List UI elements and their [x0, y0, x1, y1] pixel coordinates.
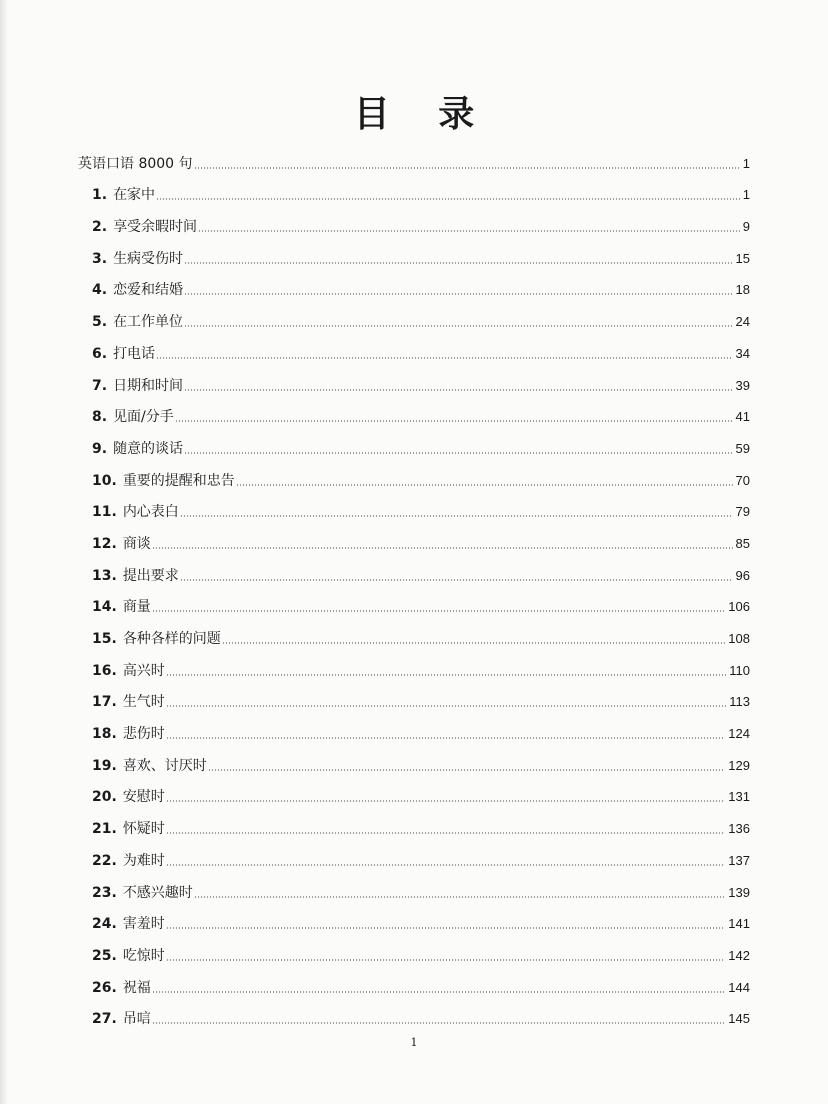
toc-entry-page: 9 [742, 219, 750, 235]
dot-leader [166, 926, 725, 930]
dot-leader [152, 609, 725, 613]
dot-leader [184, 324, 732, 328]
dot-leader [184, 292, 732, 296]
toc-entry-page: 34 [735, 345, 750, 361]
toc-entry-page: 79 [735, 504, 750, 520]
dot-leader [198, 229, 740, 233]
toc-entry-label: 喜欢、讨厌时 [122, 757, 207, 774]
toc-entry[interactable] [78, 908, 750, 940]
dot-leader [180, 514, 733, 518]
toc-entry-label: 害羞时 [122, 916, 165, 933]
toc-entry-page: 1 [742, 155, 750, 171]
toc-entry[interactable] [78, 812, 750, 844]
dot-leader [166, 704, 726, 708]
toc-entry[interactable] [78, 622, 750, 654]
dot-leader [184, 451, 732, 455]
dot-leader [194, 166, 740, 170]
toc-entry[interactable] [78, 337, 750, 369]
toc-entry-page: 129 [728, 757, 750, 773]
toc-entry-page: 139 [728, 884, 750, 900]
toc-entry-label: 重要的提醒和忠告 [122, 472, 235, 489]
page-title: 目 录 [353, 93, 493, 135]
toc-entry-number: 5. [92, 314, 108, 331]
toc-entry[interactable] [78, 939, 750, 971]
dot-leader [166, 958, 725, 962]
toc-entry[interactable] [78, 844, 750, 876]
toc-entry-label: 在家中 [113, 187, 156, 204]
toc-entry-number: 17. [92, 694, 117, 711]
toc-entry-number: 25. [92, 947, 117, 964]
dot-leader [236, 483, 733, 487]
toc-entry-page: 141 [728, 916, 750, 932]
toc-entry[interactable] [78, 971, 750, 1003]
toc-entry[interactable] [78, 527, 750, 559]
toc-entry-label: 为难时 [122, 852, 165, 869]
toc-entry[interactable] [78, 274, 750, 306]
toc-entry[interactable] [78, 717, 750, 749]
toc-entry[interactable] [78, 686, 750, 718]
toc-entry-label: 祝福 [122, 979, 151, 996]
toc-entry-number: 16. [92, 662, 117, 679]
toc-entry[interactable] [78, 401, 750, 433]
toc-entry-number: 20. [92, 789, 117, 806]
toc-entry-number: 15. [92, 631, 117, 647]
toc-entry-number: 11. [92, 504, 117, 521]
toc-entry-label: 安慰时 [122, 789, 165, 806]
dot-leader [166, 863, 725, 867]
toc-entry-label: 各种各样的问题 [122, 631, 221, 647]
toc-entry-label: 悲伤时 [122, 726, 165, 743]
toc-entry-number: 18. [92, 726, 117, 743]
toc-entry-page: 1 [742, 187, 750, 203]
toc-entry-number: 7. [92, 377, 108, 394]
toc-entry-number: 19. [92, 757, 117, 774]
dot-leader [152, 546, 733, 550]
dot-leader [166, 799, 725, 803]
toc-entry-page: 96 [735, 567, 750, 583]
dot-leader [194, 895, 725, 899]
toc-entry-page: 124 [728, 726, 750, 742]
dot-leader [184, 261, 732, 265]
toc-entry-number: 10. [92, 472, 117, 489]
toc-entry-label: 随意的谈话 [113, 440, 184, 457]
toc-entry[interactable] [78, 242, 750, 274]
toc-entry-page: 106 [728, 599, 750, 615]
toc-entry-page: 18 [735, 282, 750, 298]
toc-entry-number: 14. [92, 599, 117, 616]
toc-entry-label: 日期和时间 [113, 377, 184, 394]
toc-entry-label: 英语口语 8000 句 [78, 155, 193, 172]
toc-entry-page: 142 [728, 947, 750, 963]
toc-entry-number: 21. [92, 821, 117, 838]
page-edge-shadow [0, 0, 8, 1104]
toc-entry-label: 提出要求 [122, 567, 179, 584]
dot-leader [208, 768, 725, 772]
toc-entry-label: 商量 [122, 599, 151, 616]
toc-entry[interactable] [78, 654, 750, 686]
toc-entry-number: 12. [92, 535, 117, 552]
toc-entry-number: 26. [92, 979, 117, 996]
toc-entry-label: 商谈 [122, 535, 151, 552]
toc-entry-label: 生病受伤时 [113, 250, 184, 267]
toc-entry-label: 打电话 [113, 345, 156, 362]
toc-entry-label: 不感兴趣时 [122, 884, 193, 901]
toc-entry[interactable] [78, 781, 750, 813]
toc-entry-label: 怀疑时 [122, 821, 165, 838]
toc-entry-label: 内心表白 [122, 504, 179, 521]
toc-entry-page: 144 [728, 979, 750, 995]
dot-leader [156, 197, 740, 201]
dot-leader [175, 419, 733, 423]
toc-entry-number: 24. [92, 916, 117, 933]
toc-entry[interactable] [78, 876, 750, 908]
toc-entry[interactable] [78, 369, 750, 401]
toc-entry-page: 110 [729, 662, 750, 678]
toc-entry[interactable] [78, 749, 750, 781]
toc-entry-page: 41 [735, 409, 750, 425]
toc-entry-number: 8. [92, 409, 108, 426]
toc-entry-label: 见面/分手 [113, 409, 174, 426]
toc-entry-number: 1. [92, 187, 108, 204]
toc-entry-label: 在工作单位 [113, 314, 184, 331]
toc-entry-number: 4. [92, 282, 108, 299]
dot-leader [222, 641, 725, 645]
dot-leader [180, 578, 733, 582]
toc-entry-number: 23. [92, 884, 117, 901]
toc-entry-page: 15 [735, 250, 750, 266]
toc-entry[interactable] [78, 464, 750, 496]
toc-entry-label: 高兴时 [122, 662, 165, 679]
toc-entry-page: 131 [728, 789, 750, 805]
toc-entry-page: 59 [735, 440, 750, 456]
toc-entry-label: 享受余暇时间 [113, 219, 198, 236]
toc-entry-page: 108 [728, 631, 750, 646]
toc-entry-label: 生气时 [122, 694, 165, 711]
toc-entry[interactable] [78, 210, 750, 242]
toc-entry-label: 吃惊时 [122, 947, 165, 964]
toc-entry-number: 3. [92, 250, 108, 267]
dot-leader [166, 831, 725, 835]
toc-entry[interactable] [78, 591, 750, 623]
toc-entry-page: 113 [729, 694, 750, 710]
toc-entry-page: 145 [728, 1011, 750, 1027]
toc-entry-number: 27. [92, 1011, 117, 1028]
table-of-contents [78, 147, 750, 1034]
toc-entry-number: 22. [92, 852, 117, 869]
toc-entry-page: 85 [735, 535, 750, 551]
dot-leader [156, 356, 732, 360]
toc-entry-label: 吊唁 [122, 1011, 151, 1028]
toc-entry-page: 136 [728, 821, 750, 837]
toc-entry-number: 6. [92, 345, 108, 362]
dot-leader [166, 736, 725, 740]
dot-leader [166, 673, 726, 677]
toc-entry-number: 13. [92, 567, 117, 584]
toc-entry-page: 70 [735, 472, 750, 488]
page-number: 1 [410, 1036, 418, 1049]
toc-entry-number: 9. [92, 440, 108, 457]
dot-leader [184, 388, 732, 392]
toc-entry[interactable] [78, 432, 750, 464]
toc-entry[interactable] [78, 179, 750, 211]
dot-leader [152, 990, 725, 994]
toc-entry-top[interactable] [78, 147, 750, 179]
toc-entry[interactable] [78, 305, 750, 337]
toc-entry[interactable] [78, 496, 750, 528]
toc-entry[interactable] [78, 1003, 750, 1035]
toc-entry-page: 137 [728, 852, 750, 868]
toc-entry-page: 24 [735, 314, 750, 330]
toc-entry-label: 恋爱和结婚 [113, 282, 184, 299]
toc-entry[interactable] [78, 559, 750, 591]
toc-entry-number: 2. [92, 219, 108, 236]
toc-entry-page: 39 [735, 377, 750, 393]
dot-leader [152, 1021, 725, 1025]
